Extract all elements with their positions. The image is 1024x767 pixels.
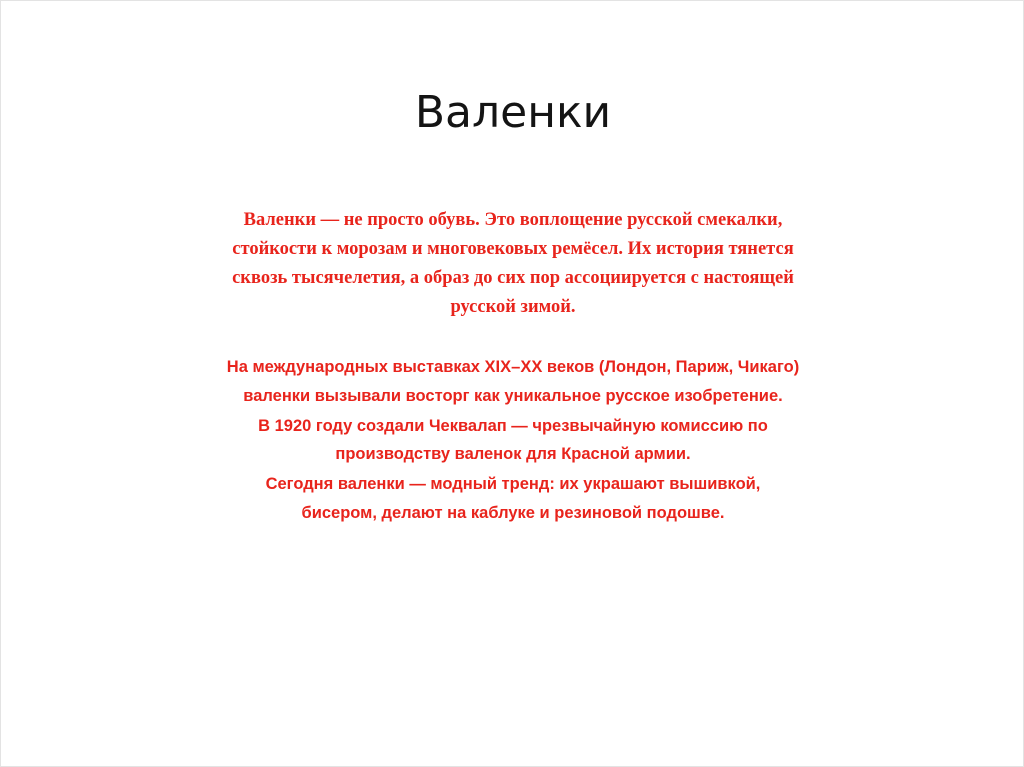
facts-list (111, 353, 915, 529)
intro-line: Валенки — не просто обувь. Это воплощение русской смекалки, (243, 210, 783, 230)
fact-exhibitions (111, 353, 915, 410)
intro-paragraph (141, 206, 885, 322)
intro-line: сквозь тысячелетия, а образ до сих пор ассоциируется с настоящей (232, 268, 794, 288)
intro-line: русской зимой. (450, 297, 576, 317)
fact-fashion-trend (111, 470, 915, 527)
fact-line: В 1920 году создали Чеквалап — чрезвычайную комиссию по (258, 416, 768, 435)
intro-line: стойкости к морозам и многовековых ремёсел. Их история тянется (232, 239, 794, 259)
fact-chekvalap (111, 412, 915, 469)
slide-title: Валенки (414, 87, 612, 138)
fact-line: бисером, делают на каблуке и резиновой подошве. (301, 503, 725, 522)
fact-line: Сегодня валенки — модный тренд: их украшают вышивкой, (265, 475, 761, 493)
fact-line: производству валенок для Красной армии. (335, 445, 691, 463)
fact-line: валенки вызывали восторг как уникальное русское изобретение. (243, 386, 783, 405)
fact-line: На международных выставках XIX–XX веков (Лондон, Париж, Чикаго) (226, 358, 800, 376)
